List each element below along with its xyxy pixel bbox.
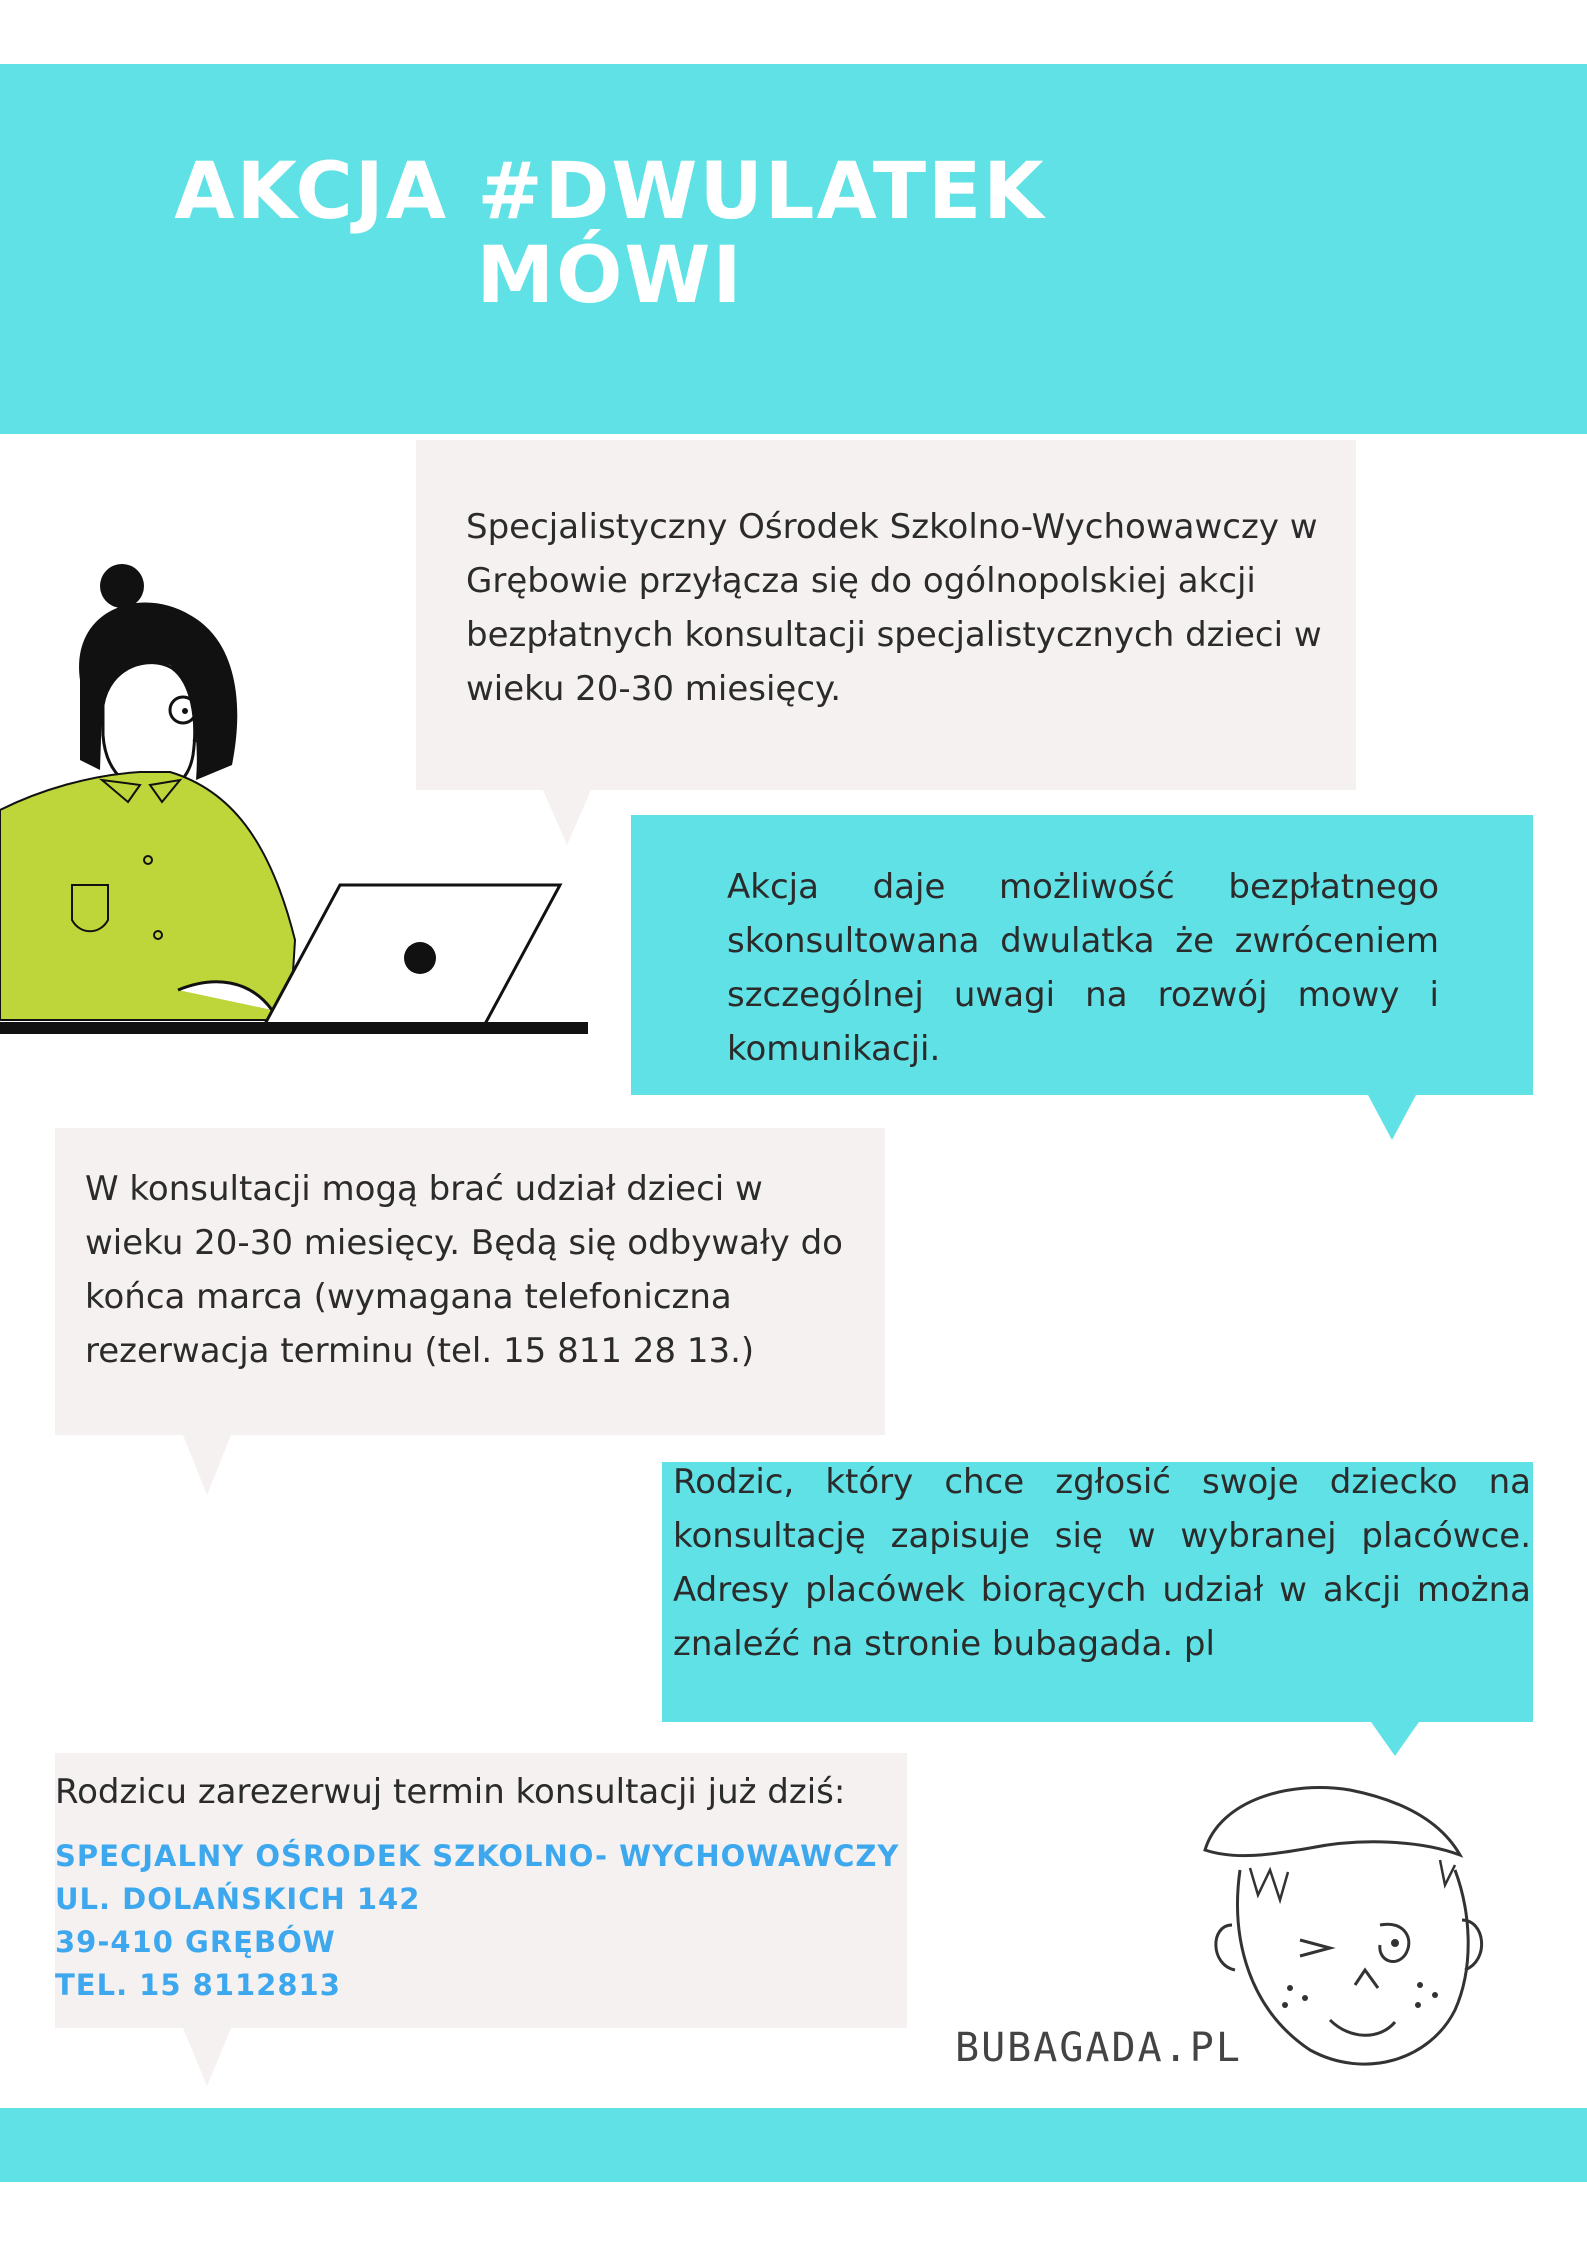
page-title	[60, 147, 1160, 321]
info-box-4-text: Rodzic, który chce zgłosić swoje dziecko na konsultację zapisuje się w wybranej placówce. Adresy placówek biorących udział w akcji można znaleźć na stronie bubagada. pl	[673, 1462, 1531, 1664]
speech-tail-5	[183, 2028, 231, 2086]
info-box-3-text: W konsultacji mogą brać udział dzieci w wieku 20-30 miesięcy. Będą się odbywały do końca marca (wymagana telefoniczna rezerwacja terminu (tel. 15 811 28 13.)	[85, 1169, 843, 1371]
winking-eye	[1300, 1940, 1330, 1956]
speech-tail-4	[1371, 1722, 1419, 1756]
smile	[1330, 2020, 1395, 2035]
cap	[1205, 1788, 1460, 1856]
info-box-2-text: Akcja daje możliwość bezpłatnego skonsultowana dwulatka że zwróceniem szczególnej uwagi na rozwój mowy i komunikacji.	[727, 867, 1439, 1069]
laptop-logo	[404, 942, 436, 974]
speech-tail-3	[183, 1435, 231, 1495]
contact-street: UL. DOLAŃSKICH 142	[55, 1882, 421, 1916]
hair-bun	[100, 564, 144, 608]
speech-tail-1	[543, 790, 591, 845]
green-shirt	[0, 772, 295, 1020]
contact-address	[55, 1835, 905, 2007]
title-line-1: AKCJA #DWULATEK	[174, 147, 1046, 237]
desk	[0, 1022, 588, 1034]
contact-intro: Rodzicu zarezerwuj termin konsultacji już dziś:	[55, 1772, 846, 1812]
speech-tail-2	[1368, 1095, 1416, 1140]
bubagada-logo: BUBAGADA.PL	[955, 2025, 1242, 2071]
contact-phone: TEL. 15 8112813	[55, 1968, 341, 2002]
contact-city: 39-410 GRĘBÓW	[55, 1925, 336, 1959]
title-line-2: MÓWI	[476, 231, 744, 321]
contact-institution: SPECJALNY OŚRODEK SZKOLNO- WYCHOWAWCZY	[55, 1839, 900, 1873]
info-box-1-text: Specjalistyczny Ośrodek Szkolno-Wychowawczy w Grębowie przyłącza się do ogólnopolskiej akcji bezpłatnych konsultacji specjalistycznych dzieci w wieku 20-30 miesięcy.	[466, 507, 1322, 709]
footer-band	[0, 2108, 1587, 2182]
